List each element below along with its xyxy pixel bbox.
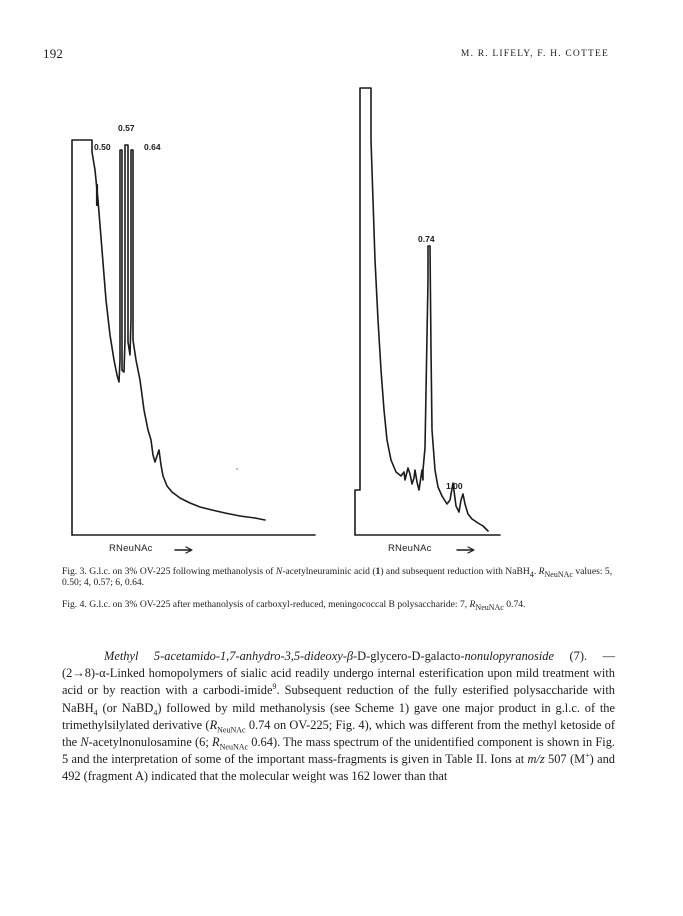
fig3-axis-label: RNeuNAc xyxy=(109,543,153,554)
fig3-peak-label-050: 0.50 xyxy=(94,142,111,152)
fig3-caption: Fig. 3. G.l.c. on 3% OV-225 following methanolysis of N-acetylneuraminic acid (1) and subsequent reduction with NaBH$_4$. $R_{NeuNAc}$ values: 5, 0.50; 4, 0.57; 6, 0.64. xyxy=(62,566,613,589)
fig4-peak-label-100: 1.00 xyxy=(446,481,463,491)
speck xyxy=(236,468,238,470)
body-paragraph: Methyl 5-acetamido-1,7-anhydro-3,5-dideoxy-β-D-glycero-D-galacto-nonulopyranoside (7). — (2→8)-α-Linked homopolymers of sialic acid readily undergo internal esterification upon mild treatment with acid or by reaction with a carbodi-imide$^9$. Subsequent reduction of the fully esterified polysaccharide with NaBH$_4$ (or NaBD$_4$) followed by mild methanolysis (see Scheme 1) gave one major product in g.l.c. of the trimethylsilylated derivative ($R_{NeuNAc}$ 0.74 on OV-225; Fig. 4), which was different from the methyl ketoside of the N-acetylnonulosamine (6; $R_{NeuNAc}$ 0.64). The mass spectrum of the unidentified component is shown in Fig. 5 and the interpretation of some of the important mass-fragments is given in Table II. Ions at m/z 507 (M+) and 492 (fragment A) indicated that the molecular weight was 162 lower than that xyxy=(62,649,615,784)
fig4-axis-label: RNeuNAc xyxy=(388,543,432,554)
running-head: M. R. LIFELY, F. H. COTTEE xyxy=(460,49,609,59)
fig4-peak-label-074: 0.74 xyxy=(418,234,435,244)
page-number: 192 xyxy=(43,46,64,61)
fig4-caption: Fig. 4. G.l.c. on 3% OV-225 after methanolysis of carboxyl-reduced, meningococcal B polysaccharide: 7, $R_{NeuNAc}$ 0.74. xyxy=(62,599,526,612)
fig3-peak-label-064: 0.64 xyxy=(144,142,161,152)
fig3-peak-label-057: 0.57 xyxy=(118,123,135,133)
fig3-trace xyxy=(72,140,265,535)
fig4-trace xyxy=(355,88,488,535)
